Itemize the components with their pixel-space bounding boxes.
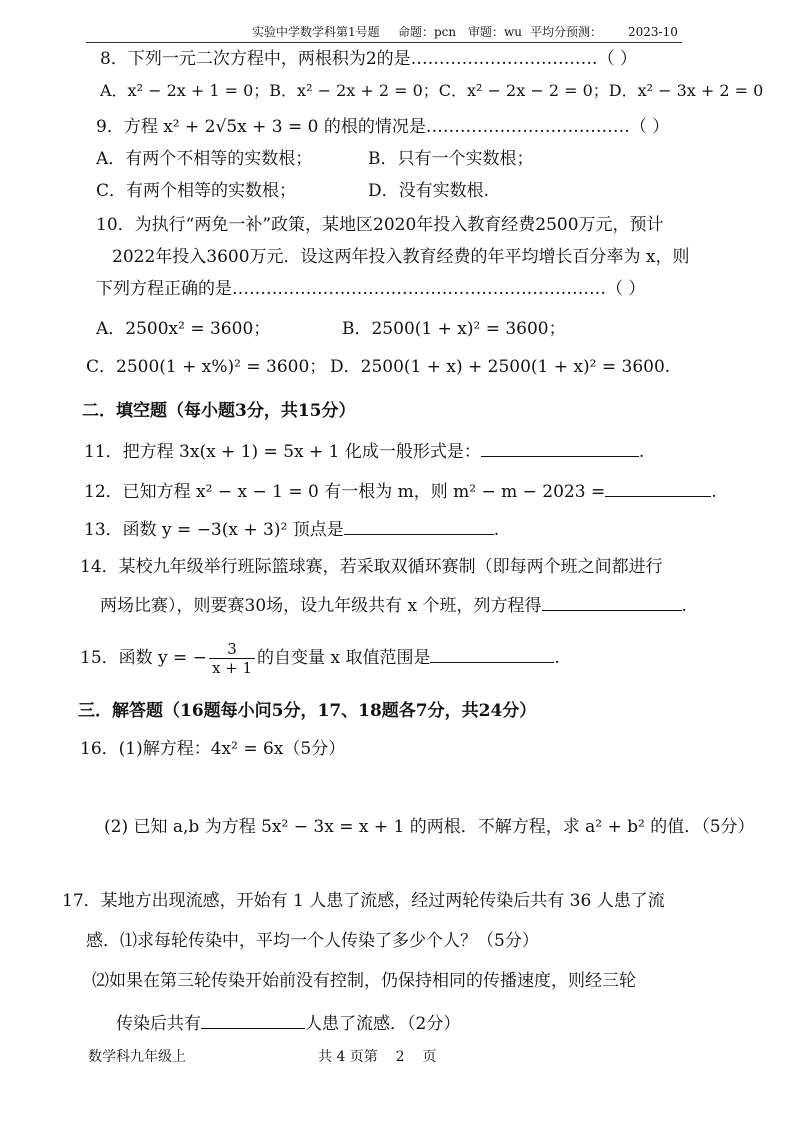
q11 — [84, 438, 644, 463]
q8-options: A．x² − 2x + 1 = 0；B．x² − 2x + 2 = 0；C．x² − 2x − 2 = 0；D．x² − 3x + 2 = 0 — [100, 81, 764, 100]
q10-line3: 下列方程正确的是…………………………………………………………（ ） — [96, 279, 646, 299]
header-date: 2023-10 — [628, 25, 678, 39]
q9-option-a: A．有两个不相等的实数根； — [96, 149, 313, 169]
q9-stem: 9．方程 x² + 2√5x + 3 = 0 的根的情况是………………………………（ ） — [96, 117, 670, 137]
q11-answer-blank[interactable] — [481, 438, 639, 457]
q17-line4 — [116, 1010, 460, 1035]
q15-answer-blank[interactable] — [430, 644, 554, 663]
q15-numerator: 3 — [209, 640, 255, 659]
q9-option-b: B．只有一个实数根； — [368, 149, 534, 169]
q17-line4-pre: 传染后共有 — [116, 1014, 201, 1034]
q10-option-a: A．2500x² = 3600； — [96, 319, 271, 339]
q17-line1: 17．某地方出现流感，开始有 1 人患了流感，经过两轮传染后共有 36 人患了流 — [62, 891, 665, 911]
footer-page-number: 共 4 页第 2 页 — [318, 1049, 437, 1065]
q12-text: 12．已知方程 x² − x − 1 = 0 有一根为 m，则 m² − m − 2023 = — [84, 482, 606, 502]
q14-answer-blank[interactable] — [542, 592, 682, 611]
footer-subject: 数学科九年级上 — [88, 1049, 186, 1065]
q14-end: . — [681, 596, 687, 616]
header-avg-score: 平均分预测： — [530, 25, 603, 39]
header-reviewer: 审题：wu — [468, 25, 523, 39]
header-rule — [86, 42, 682, 43]
q13 — [84, 516, 499, 541]
q10-option-c: C．2500(1 + x%)² = 3600； — [86, 357, 327, 377]
q10-option-d: D．2500(1 + x) + 2500(1 + x)² = 3600. — [330, 357, 671, 377]
q13-answer-blank[interactable] — [344, 516, 494, 535]
q15-suffix: 的自变量 x 取值范围是 — [257, 648, 431, 668]
q15 — [80, 638, 560, 678]
q13-text: 13．函数 y = −3(x + 3)² 顶点是 — [84, 520, 344, 540]
q17-answer-blank[interactable] — [201, 1010, 305, 1029]
q8-stem: 8．下列一元二次方程中，两根积为2的是……………………………（ ） — [100, 49, 638, 69]
section3-title: 三．解答题（16题每小问5分，17、18题各7分，共24分） — [78, 701, 537, 721]
q15-end: . — [554, 648, 560, 668]
q14-line2-text: 两场比赛），则要赛30场，设九年级共有 x 个班，列方程得 — [100, 596, 542, 616]
q16-part2: (2) 已知 a,b 为方程 5x² − 3x = x + 1 的两根．不解方程，求 a² + b² 的值．（5分） — [104, 817, 755, 837]
q16-part1: 16．(1)解方程：4x² = 6x（5分） — [80, 739, 346, 759]
q11-text: 11．把方程 3x(x + 1) = 5x + 1 化成一般形式是： — [84, 442, 481, 462]
q15-prefix: 15．函数 y = − — [80, 648, 207, 668]
q13-end: . — [493, 520, 500, 540]
q14-line1: 14．某校九年级举行班际篮球赛，若采取双循环赛制（即每两个班之间都进行 — [80, 557, 663, 577]
q10-option-b: B．2500(1 + x)² = 3600； — [342, 319, 566, 339]
section2-title: 二．填空题（每小题3分，共15分） — [82, 401, 356, 421]
q17-line4-post: 人患了流感．（2分） — [305, 1014, 461, 1034]
header-exam: 实验中学数学科第1号题 — [252, 25, 380, 39]
q9-option-d: D．没有实数根. — [368, 181, 490, 201]
q12-answer-blank[interactable] — [605, 478, 711, 497]
q11-end: . — [638, 442, 645, 462]
q12 — [84, 478, 717, 503]
q17-line2: 感．⑴求每轮传染中，平均一个人传染了多少个人？（5分） — [86, 931, 539, 951]
q10-line1: 10．为执行“两免一补”政策，某地区2020年投入教育经费2500万元，预计 — [96, 215, 664, 235]
q12-end: . — [711, 482, 717, 502]
q17-line3: ⑵如果在第三轮传染开始前没有控制，仍保持相同的传播速度，则经三轮 — [92, 971, 636, 991]
q10-line2: 2022年投入3600万元．设这两年投入教育经费的年平均增长百分率为 x，则 — [112, 247, 690, 267]
q9-option-c: C．有两个相等的实数根； — [96, 181, 297, 201]
q15-fraction — [209, 640, 255, 677]
q15-denominator: x + 1 — [211, 659, 253, 677]
header-author: 命题：pcn — [398, 25, 457, 39]
q14-line2 — [100, 592, 687, 617]
